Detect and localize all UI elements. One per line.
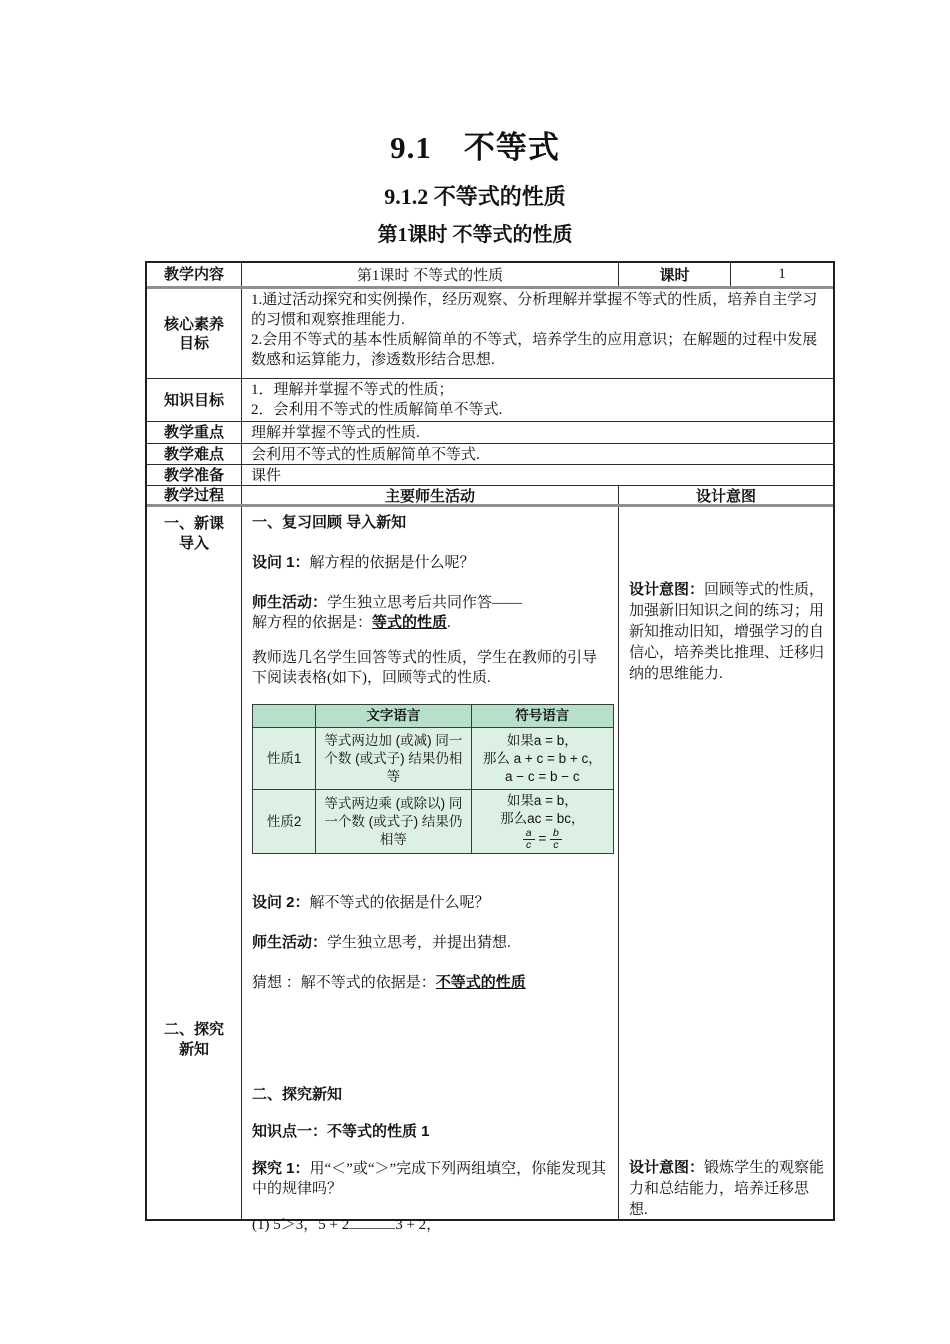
lesson-plan-table bbox=[145, 261, 835, 1233]
activity2-label: 师生活动： bbox=[252, 934, 328, 951]
core-goals-content bbox=[242, 289, 833, 378]
design-intent-block1 bbox=[629, 579, 825, 685]
equality-property1-row bbox=[253, 728, 614, 790]
core-goal-item: 1.通过活动探究和实例操作，经历观察、分析理解并掌握不等式的性质，培养自主学习的习惯和观察推理能力. bbox=[251, 292, 818, 328]
guess-line bbox=[252, 973, 608, 993]
table-row-teaching-preparation bbox=[147, 465, 833, 486]
knowledge-goals-label: 知识目标 bbox=[147, 379, 242, 421]
table-row-process-body bbox=[147, 507, 833, 1233]
teacher-paragraph: 教师选几名学生回答等式的性质，学生在教师的引导下阅读表格(如下)，回顾等式的性质. bbox=[252, 650, 598, 686]
question2 bbox=[252, 893, 608, 913]
activity1-text: 学生独立思考后共同作答—— bbox=[327, 595, 523, 611]
teaching-content-value: 第1课时 不等式的性质 bbox=[242, 263, 619, 286]
question1 bbox=[252, 553, 608, 573]
table-row-core-goals bbox=[147, 289, 833, 379]
core-goals-label-line2: 目标 bbox=[178, 334, 209, 352]
equality-properties-table bbox=[252, 704, 614, 854]
design-intent1-label: 设计意图： bbox=[629, 581, 705, 598]
knowledge-goal-item: 2．会利用不等式的性质解简单不等式. bbox=[251, 402, 503, 418]
equality-table-header-symbol: 符号语言 bbox=[471, 705, 613, 728]
fill-blank-item1-post: 3 + 2， bbox=[395, 1217, 442, 1233]
teaching-content-label: 教学内容 bbox=[147, 263, 242, 286]
fraction1-numerator: a bbox=[523, 828, 535, 840]
table-row-process-header bbox=[147, 486, 833, 507]
teaching-process-label: 教学过程 bbox=[147, 486, 242, 504]
page-subsubtitle: 第1课时 不等式的性质 bbox=[377, 224, 573, 246]
activity1-label: 师生活动： bbox=[252, 594, 328, 611]
table-row-teaching-focus bbox=[147, 422, 833, 444]
property2-symbol-line1: 如果a = b， bbox=[506, 793, 578, 808]
teaching-preparation-label: 教学准备 bbox=[147, 465, 242, 485]
equality-table-header-row bbox=[253, 705, 614, 728]
class-hours-value: 1 bbox=[778, 266, 786, 282]
property1-symbol-line2: 那么 a + c = b + c， bbox=[482, 750, 602, 766]
fill-blank-item1 bbox=[252, 1215, 608, 1235]
property2-text: 等式两边乘 (或除以) 同一个数 (或式子) 结果仍相等 bbox=[316, 790, 471, 854]
fill-blank-underline bbox=[349, 1215, 395, 1229]
fraction2-denominator: c bbox=[553, 839, 559, 851]
design-intent1-text: 回顾等式的性质，加强新旧知识之间的练习；用新知推动旧知，增强学习的自信心，培养类比推理、迁移归纳的思维能力. bbox=[629, 582, 825, 682]
equality-table-header-text: 文字语言 bbox=[316, 705, 471, 728]
design-intent2-text: 锻炼学生的观察能力和总结能力，培养迁移思想. bbox=[629, 1160, 825, 1218]
property1-label: 性质1 bbox=[253, 728, 316, 790]
stage-label-intro-line2: 导入 bbox=[178, 535, 209, 552]
section1-title: 一、复习回顾 导入新知 bbox=[252, 514, 407, 531]
fraction1-denominator: c bbox=[526, 839, 532, 851]
property1-text: 等式两边加 (或减) 同一个数 (或式子) 结果仍相等 bbox=[316, 728, 471, 790]
property2-label: 性质2 bbox=[253, 790, 316, 854]
teaching-difficulty-content: 会利用不等式的性质解简单不等式. bbox=[251, 447, 480, 463]
activity1-line2 bbox=[252, 613, 608, 633]
explore1-label: 探究 1： bbox=[252, 1160, 310, 1177]
activity1-line1 bbox=[252, 593, 608, 613]
core-goal-item: 2.会用不等式的基本性质解简单的不等式，培养学生的应用意识；在解题的过程中发展数感和运算能力，渗透数形结合思想. bbox=[251, 332, 818, 368]
fraction2-numerator: b bbox=[550, 828, 562, 840]
class-hours-label: 课时 bbox=[619, 263, 731, 286]
fraction-equals-sign: = bbox=[538, 831, 547, 847]
question2-text: 解不等式的依据是什么呢？ bbox=[309, 895, 490, 911]
knowledge-goal-item: 1．理解并掌握不等式的性质； bbox=[251, 382, 454, 398]
stage-label-intro bbox=[147, 514, 241, 554]
question1-label: 设问 1： bbox=[252, 554, 310, 571]
teaching-focus-label: 教学重点 bbox=[147, 422, 242, 443]
explore1-text: 用“＜”或“＞”完成下列两组填空，你能发现其中的规律吗？ bbox=[252, 1161, 607, 1197]
stage-column bbox=[147, 507, 242, 1219]
teaching-focus-content: 理解并掌握不等式的性质. bbox=[251, 425, 420, 441]
table-row-teaching-content bbox=[147, 263, 833, 289]
page-title: 9.1 不等式 bbox=[390, 130, 560, 165]
teaching-preparation-content: 课件 bbox=[251, 468, 282, 484]
table-row-teaching-difficulty bbox=[147, 444, 833, 465]
activity1 bbox=[252, 593, 608, 633]
stage-label-intro-line1: 一、新课 bbox=[163, 515, 224, 532]
stage-label-explore-line1: 二、探究 bbox=[163, 1021, 224, 1038]
fraction-a-over-c bbox=[523, 828, 535, 851]
explore1 bbox=[252, 1159, 608, 1199]
stage-label-explore bbox=[147, 1020, 241, 1060]
equality-property2-row bbox=[253, 790, 614, 854]
page-subtitle: 9.1.2 不等式的性质 bbox=[384, 184, 566, 209]
fill-blank-item1-pre: (1) 5＞3，5 + 2 bbox=[252, 1217, 350, 1233]
activity-column bbox=[242, 507, 619, 1233]
property1-symbols bbox=[471, 728, 613, 790]
main-activity-header: 主要师生活动 bbox=[242, 486, 619, 504]
inequality-properties-term: 不等式的性质 bbox=[435, 974, 526, 991]
design-intent-column bbox=[619, 507, 833, 1219]
activity2 bbox=[252, 933, 608, 953]
activity1-line2-prefix: 解方程的依据是： bbox=[252, 615, 373, 631]
equality-properties-term: 等式的性质 bbox=[372, 614, 448, 631]
design-intent2-label: 设计意图： bbox=[629, 1159, 705, 1176]
core-goals-label bbox=[147, 289, 242, 378]
activity2-text: 学生独立思考，并提出猜想. bbox=[327, 935, 511, 951]
property2-symbol-line2: 那么ac = bc， bbox=[500, 811, 585, 826]
knowledge-point1-title: 知识点一：不等式的性质 1 bbox=[252, 1123, 430, 1140]
design-intent-header: 设计意图 bbox=[695, 487, 756, 505]
activity1-line2-suffix: . bbox=[447, 615, 451, 631]
section2-title: 二、探究新知 bbox=[252, 1086, 343, 1103]
teaching-difficulty-label: 教学难点 bbox=[147, 444, 242, 464]
fraction-b-over-c bbox=[550, 828, 562, 851]
property2-fraction-line bbox=[475, 828, 610, 851]
question1-text: 解方程的依据是什么呢？ bbox=[309, 555, 475, 571]
knowledge-goals-content bbox=[242, 379, 833, 421]
equality-table-header-blank bbox=[253, 705, 316, 728]
table-row-knowledge-goals bbox=[147, 379, 833, 422]
design-intent-block2 bbox=[629, 1157, 825, 1221]
core-goals-label-line1: 核心素养 bbox=[163, 315, 224, 333]
guess-prefix: 猜想 ：解不等式的依据是： bbox=[252, 975, 436, 991]
property2-symbols bbox=[471, 790, 613, 854]
question2-label: 设问 2： bbox=[252, 894, 310, 911]
stage-label-explore-line2: 新知 bbox=[178, 1041, 209, 1058]
property1-symbol-line3: a − c = b − c bbox=[504, 768, 580, 784]
property1-symbol-line1: 如果a = b， bbox=[506, 732, 578, 748]
